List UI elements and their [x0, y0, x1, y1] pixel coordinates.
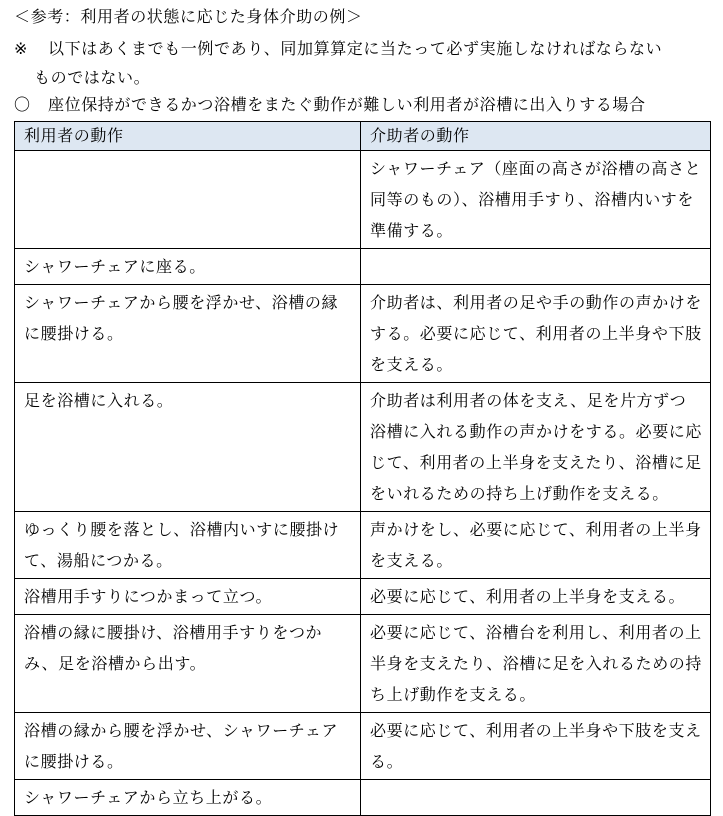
user-action-cell: 浴槽の縁から腰を浮かせ、シャワーチェアに腰掛ける。 — [15, 713, 361, 780]
caregiver-action-cell — [361, 780, 711, 816]
table-row — [15, 615, 711, 713]
table-row — [15, 512, 711, 579]
user-action-cell: 浴槽用手すりにつかまって立つ。 — [15, 579, 361, 615]
caregiver-action-cell: 介助者は利用者の体を支え、足を片方ずつ浴槽に入れる動作の声かけをする。必要に応じて、利用者の上半身を支えたり、浴槽に足をいれるための持ち上げ動作を支える。 — [361, 383, 711, 512]
user-action-cell: シャワーチェアから腰を浮かせ、浴槽の縁に腰掛ける。 — [15, 285, 361, 383]
user-action-cell — [15, 151, 361, 249]
caregiver-action-cell: 介助者は、利用者の足や手の動作の声かけをする。必要に応じて、利用者の上半身や下肢を支える。 — [361, 285, 711, 383]
caregiver-action-cell — [361, 249, 711, 285]
scenario-text: 座位保持ができるかつ浴槽をまたぐ動作が難しい利用者が浴槽に出入りする場合 — [48, 95, 646, 114]
caregiver-action-cell: 必要に応じて、利用者の上半身を支える。 — [361, 579, 711, 615]
user-action-cell: シャワーチェアに座る。 — [15, 249, 361, 285]
user-action-cell: 足を浴槽に入れる。 — [15, 383, 361, 512]
header-caregiver-action: 介助者の動作 — [361, 122, 711, 151]
table-row — [15, 285, 711, 383]
table-row — [15, 383, 711, 512]
table-header-row — [15, 122, 711, 151]
table-row — [15, 579, 711, 615]
scenario-mark: 〇 — [14, 95, 31, 114]
table-row — [15, 713, 711, 780]
note-mark: ※ — [14, 39, 29, 58]
assistance-table — [14, 121, 711, 816]
caregiver-action-cell: 必要に応じて、利用者の上半身や下肢を支える。 — [361, 713, 711, 780]
scenario-line — [14, 94, 646, 116]
note-line-2: ものではない。 — [34, 68, 151, 87]
user-action-cell: ゆっくり腰を落とし、浴槽内いすに腰掛けて、湯船につかる。 — [15, 512, 361, 579]
note-line-1: 以下はあくまでも一例であり、同加算算定に当たって必ず実施しなければならない — [48, 39, 663, 58]
table-row — [15, 151, 711, 249]
table-row — [15, 249, 711, 285]
caregiver-action-cell: 声かけをし、必要に応じて、利用者の上半身を支える。 — [361, 512, 711, 579]
header-user-action: 利用者の動作 — [15, 122, 361, 151]
note-block — [14, 34, 714, 92]
caregiver-action-cell: シャワーチェア（座面の高さが浴槽の高さと同等のもの）、浴槽用手すり、浴槽内いすを準備する。 — [361, 151, 711, 249]
reference-heading: ＜参考：利用者の状態に応じた身体介助の例＞ — [14, 7, 363, 26]
table-row — [15, 780, 711, 816]
user-action-cell: シャワーチェアから立ち上がる。 — [15, 780, 361, 816]
caregiver-action-cell: 必要に応じて、浴槽台を利用し、利用者の上半身を支えたり、浴槽に足を入れるための持ち上げ動作を支える。 — [361, 615, 711, 713]
user-action-cell: 浴槽の縁に腰掛け、浴槽用手すりをつかみ、足を浴槽から出す。 — [15, 615, 361, 713]
